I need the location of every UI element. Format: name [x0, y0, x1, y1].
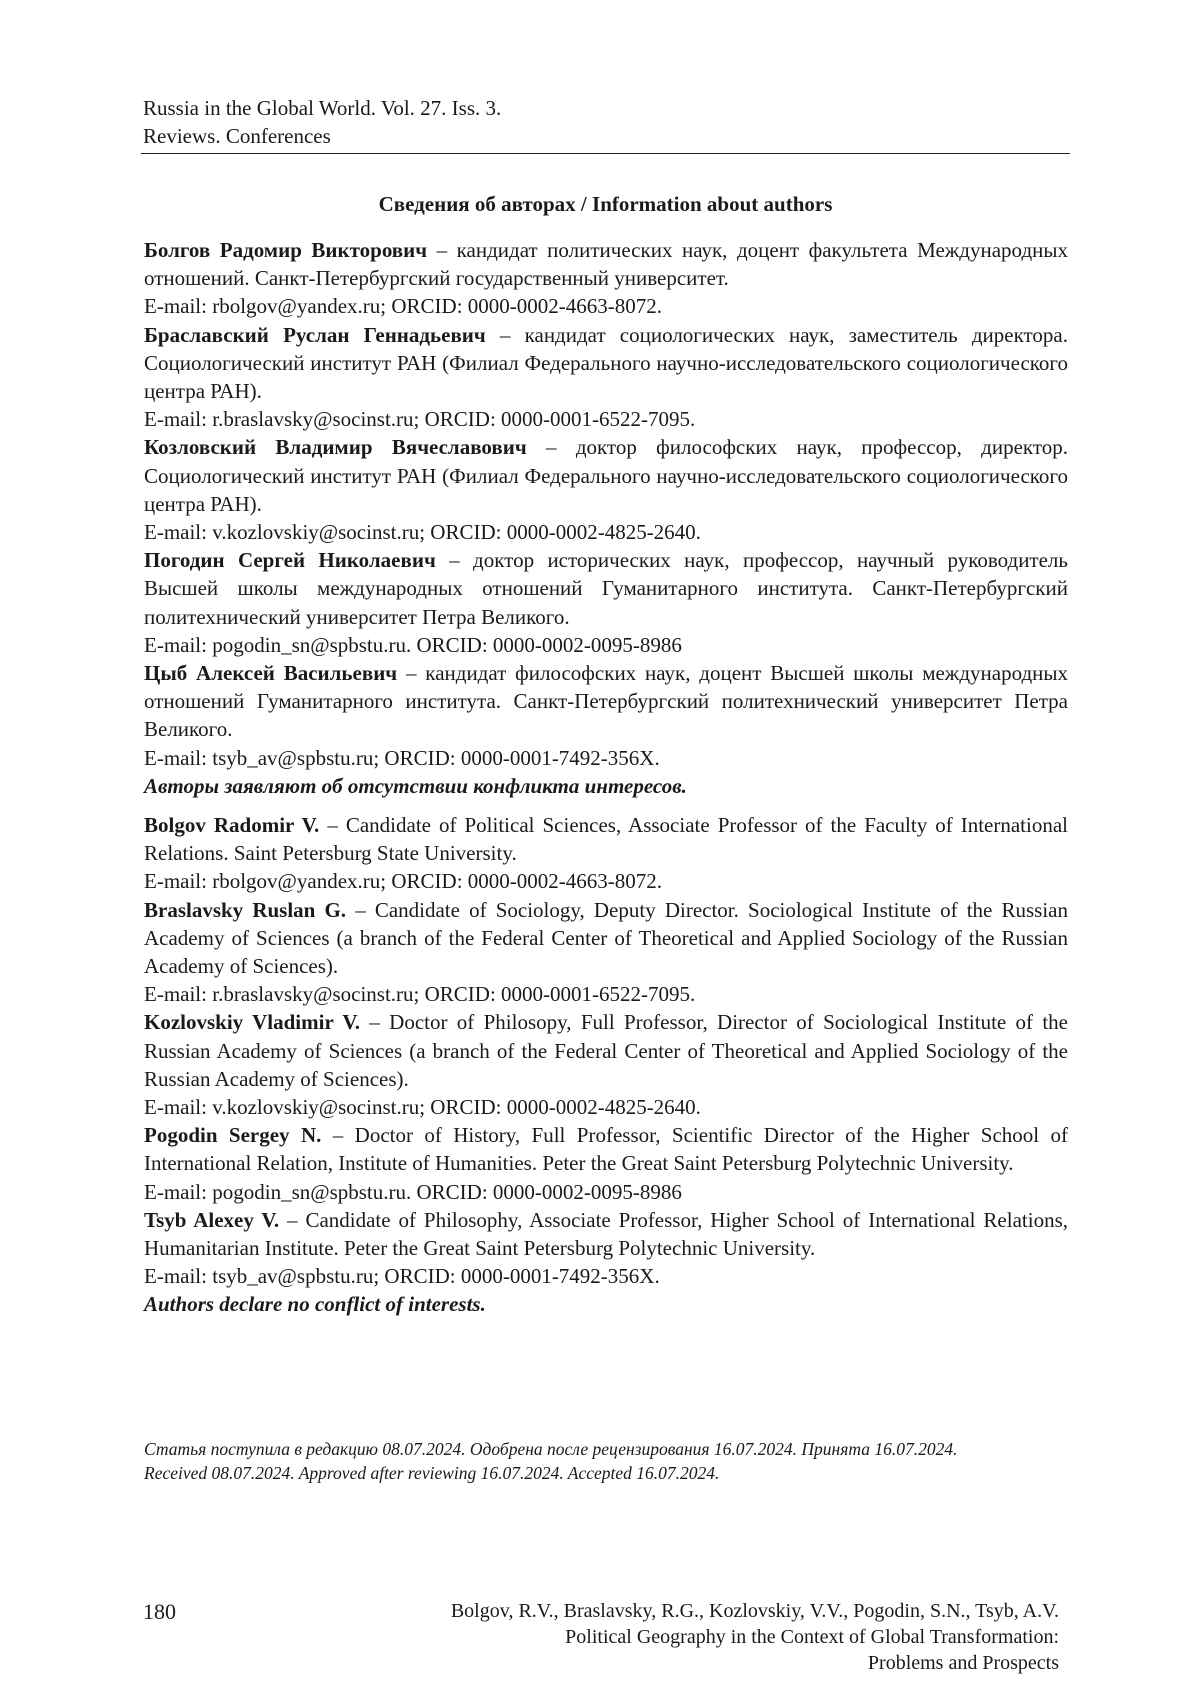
section-line: Reviews. Conferences [143, 124, 331, 148]
journal-line: Russia in the Global World. Vol. 27. Iss. 3. [143, 96, 502, 120]
author-name: Tsyb Alexey V. [144, 1207, 280, 1232]
author-description: – Doctor of History, Full Professor, Scientific Director of the Higher School of International Relation, Institute of Humanities. Peter the Great Saint Petersburg Polytechnic University. [144, 1123, 1069, 1176]
author-contact: E-mail: r.braslavsky@socinst.ru; ORCID: 0000-0001-6522-7095. [144, 407, 696, 432]
author-description: – кандидат философских наук, доцент Высшей школы международных отношений Гуманитарного института. Санкт-Петербургский политехнический университет Петра Великого. [144, 661, 1068, 742]
footer-title-line-2: Problems and Prospects [867, 1652, 1059, 1674]
submission-dates-ru: Статья поступила в редакцию 08.07.2024. Одобрена после рецензирования 16.07.2024. Принята 16.07.2024. [144, 1439, 958, 1459]
author-name: Браславский Руслан Геннадьевич [144, 322, 486, 347]
author-entry [144, 1121, 1068, 1177]
running-header [143, 94, 1068, 150]
author-contact: E-mail: rbolgov@yandex.ru; ORCID: 0000-0002-4663-8072. [144, 294, 663, 319]
author-description: – кандидат социологических наук, заместитель директора. Социологический институт РАН (Филиал Федерального научно-исследовательского социологического центра РАН). [144, 322, 1068, 404]
author-name: Bolgov Radomir V. [144, 813, 320, 837]
footer-authors: Bolgov, R.V., Braslavsky, R.G., Kozlovskiy, V.V., Pogodin, S.N., Tsyb, A.V. [450, 1600, 1059, 1622]
author-description: – Candidate of Political Sciences, Associate Professor of the Faculty of International Relations. Saint Petersburg State University. [144, 813, 1068, 866]
submission-dates-en: Received 08.07.2024. Approved after reviewing 16.07.2024. Accepted 16.07.2024. [144, 1463, 720, 1483]
author-description: – доктор философских наук, профессор, директор. Социологический институт РАН (Филиал Федерального научно-исследовательского социологического центра РАН). [144, 435, 1068, 516]
running-footer [299, 1598, 1059, 1676]
author-contact: E-mail: pogodin_sn@spbstu.ru. ORCID: 0000-0002-0095-8986 [144, 1179, 682, 1204]
author-name: Болгов Радомир Викторович [144, 238, 428, 262]
author-contact: E-mail: pogodin_sn@spbstu.ru. ORCID: 0000-0002-0095-8986 [144, 632, 682, 657]
author-entry [144, 811, 1068, 867]
author-name: Kozlovskiy Vladimir V. [144, 1010, 361, 1035]
author-contact: E-mail: r.braslavsky@socinst.ru; ORCID: 0000-0001-6522-7095. [144, 982, 696, 1007]
author-contact: E-mail: v.kozlovskiy@socinst.ru; ORCID: 0000-0002-4825-2640. [144, 1095, 701, 1120]
author-description: – кандидат политических наук, доцент факультета Международных отношений. Санкт-Петербургский государственный университет. [144, 238, 1068, 291]
page-number: 180 [143, 1599, 176, 1624]
author-entry [144, 433, 1068, 518]
author-description: – Candidate of Sociology, Deputy Director. Sociological Institute of the Russian Academy of Sciences (a branch of the Federal Center of Theoretical and Applied Sociology of the Russian Academy of Sciences). [144, 897, 1068, 979]
author-name: Braslavsky Ruslan G. [144, 897, 347, 922]
conflict-statement-ru: Авторы заявляют об отсутствии конфликта интересов. [144, 773, 687, 798]
author-entry [144, 896, 1068, 981]
author-contact: E-mail: tsyb_av@spbstu.ru; ORCID: 0000-0001-7492-356X. [144, 1264, 660, 1289]
author-entry [144, 1008, 1068, 1093]
author-contact: E-mail: tsyb_av@spbstu.ru; ORCID: 0000-0001-7492-356X. [144, 745, 660, 770]
author-entry [144, 546, 1068, 631]
author-entry [144, 321, 1068, 406]
section-title: Сведения об авторах / Information about authors [378, 192, 833, 216]
author-name: Pogodin Sergey N. [144, 1123, 322, 1148]
author-entry [144, 236, 1068, 292]
author-contact: E-mail: rbolgov@yandex.ru; ORCID: 0000-0002-4663-8072. [144, 869, 663, 894]
author-entry [144, 659, 1068, 744]
author-name: Цыб Алексей Васильевич [144, 661, 398, 686]
author-name: Погодин Сергей Николаевич [144, 548, 436, 573]
author-name: Козловский Владимир Вячеславович [144, 435, 527, 460]
conflict-statement-en: Authors declare no conflict of interests. [144, 1292, 486, 1317]
author-entry [144, 1206, 1068, 1262]
header-divider [141, 153, 1070, 154]
authors-english [144, 811, 1068, 1319]
author-description: – доктор исторических наук, профессор, научный руководитель Высшей школы международных отношений Гуманитарного института. Санкт-Петербургский политехнический университет Петра Великого. [144, 548, 1068, 629]
authors-russian [144, 236, 1068, 800]
author-contact: E-mail: v.kozlovskiy@socinst.ru; ORCID: 0000-0002-4825-2640. [144, 520, 701, 545]
footer-title-line-1: Political Geography in the Context of Global Transformation: [565, 1626, 1059, 1648]
author-description: – Candidate of Philosophy, Associate Professor, Higher School of International Relations, Humanitarian Institute. Peter the Great Saint Petersburg Polytechnic University. [144, 1207, 1068, 1261]
submission-dates [144, 1437, 1068, 1485]
author-description: – Doctor of Philosopy, Full Professor, Director of Sociological Institute of the Russian Academy of Sciences (a branch of the Federal Center of Theoretical and Applied Sociology of the Russian Academy of Sciences). [144, 1010, 1068, 1091]
